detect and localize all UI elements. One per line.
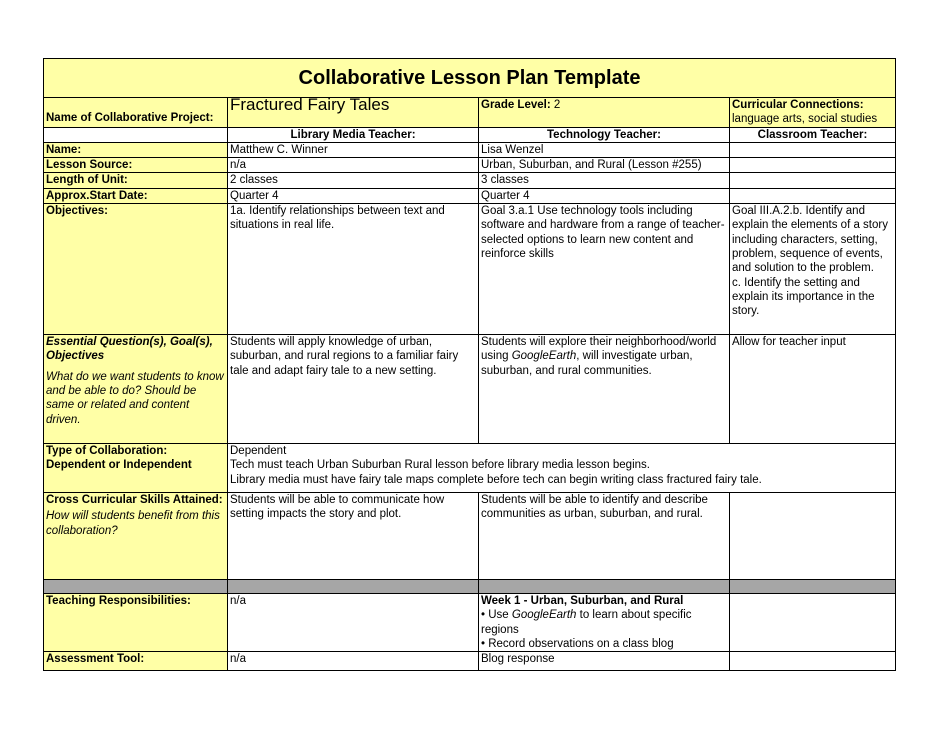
header-library-media-teacher: Library Media Teacher: [228, 127, 479, 142]
objectives-row [44, 204, 896, 335]
lesson-source-label: Lesson Source: [44, 158, 228, 173]
collaboration-note-1: Tech must teach Urban Suburban Rural lesson before library media lesson begins. [230, 459, 650, 472]
header-row [44, 127, 896, 142]
teaching-classroom [730, 594, 896, 652]
project-name-cell [228, 98, 479, 128]
objectives-label: Objectives: [44, 204, 228, 335]
length-technology: 3 classes [479, 173, 730, 188]
teaching-week-heading: Week 1 - Urban, Suburban, and Rural [481, 595, 684, 608]
collaboration-note-2: Library media must have fairy tale maps complete before tech can begin writing class fractured fairy tale. [230, 473, 762, 486]
assessment-library: n/a [228, 652, 479, 671]
objectives-classroom [730, 204, 896, 335]
cross-label-cell [44, 493, 228, 580]
length-library: 2 classes [228, 173, 479, 188]
divider-cell [44, 580, 228, 594]
name-label: Name: [44, 142, 228, 157]
objectives-classroom-goal: Goal III.A.2.b. Identify and explain the elements of a story including characters, setting, problem, sequence of events, and solution to the problem. [732, 205, 888, 275]
divider-cell [479, 580, 730, 594]
teaching-bullet-1-end: to learn about specific regions [481, 609, 692, 636]
teaching-row [44, 594, 896, 652]
lesson-source-row [44, 158, 896, 173]
objectives-classroom-setting: c. Identify the setting and explain its importance in the story. [732, 276, 875, 318]
name-row [44, 142, 896, 157]
start-date-classroom [730, 188, 896, 203]
grade-level-cell [479, 98, 730, 128]
cross-label: Cross Curricular Skills Attained: [46, 494, 223, 507]
lesson-source-technology: Urban, Suburban, and Rural (Lesson #255) [479, 158, 730, 173]
objectives-library: 1a. Identify relationships between text and situations in real life. [228, 204, 479, 335]
essential-sublabel: What do we want students to know and be able to do? Should be same or related and content driven. [46, 370, 224, 426]
project-row [44, 98, 896, 128]
collaboration-sublabel: Dependent or Independent [46, 459, 192, 472]
essential-row [44, 335, 896, 444]
name-library: Matthew C. Winner [228, 142, 479, 157]
cross-library: Students will be able to communicate how setting impacts the story and plot. [228, 493, 479, 580]
length-label: Length of Unit: [44, 173, 228, 188]
name-technology: Lisa Wenzel [479, 142, 730, 157]
lesson-plan-table [43, 58, 896, 671]
cross-curricular-row [44, 493, 896, 580]
essential-technology-text-end: , will investigate urban, suburban, and rural communities. [481, 350, 693, 377]
project-name-value: Fractured Fairy Tales [230, 97, 390, 114]
essential-label-cell [44, 335, 228, 444]
collaboration-type: Dependent [230, 445, 287, 458]
start-date-row [44, 188, 896, 203]
assessment-row [44, 652, 896, 671]
header-technology-teacher: Technology Teacher: [479, 127, 730, 142]
teaching-bullet-2: • Record observations on a class blog [481, 637, 674, 650]
divider-row [44, 580, 896, 594]
grade-level-label: Grade Level: [481, 99, 551, 111]
lesson-source-classroom [730, 158, 896, 173]
curricular-connections-label: Curricular Connections: [732, 99, 864, 111]
lesson-source-library: n/a [228, 158, 479, 173]
header-blank [44, 127, 228, 142]
collaboration-label-cell [44, 444, 228, 493]
name-classroom [730, 142, 896, 157]
length-row [44, 173, 896, 188]
cross-technology: Students will be able to identify and describe communities as urban, suburban, and rural. [479, 493, 730, 580]
collaboration-row [44, 444, 896, 493]
page-title: Collaborative Lesson Plan Template [44, 59, 896, 98]
essential-technology-emphasis: GoogleEarth [511, 350, 577, 363]
cross-sublabel: How will students benefit from this collaboration? [46, 510, 220, 537]
divider-cell [730, 580, 896, 594]
teaching-bullet-1 [481, 608, 727, 637]
teaching-bullet-1-start: • Use [481, 609, 512, 622]
title-row [44, 59, 896, 98]
essential-library: Students will apply knowledge of urban, suburban, and rural regions to a familiar fairy tale and adapt fairy tale to a new setting. [228, 335, 479, 444]
header-classroom-teacher: Classroom Teacher: [730, 127, 896, 142]
objectives-technology: Goal 3.a.1 Use technology tools including software and hardware from a range of teacher-selected options to learn new content and reinforce skills [479, 204, 730, 335]
project-name-label: Name of Collaborative Project: [44, 98, 228, 128]
essential-classroom: Allow for teacher input [730, 335, 896, 444]
essential-label: Essential Question(s), Goal(s), Objectives [46, 336, 213, 363]
start-date-technology: Quarter 4 [479, 188, 730, 203]
start-date-label: Approx.Start Date: [44, 188, 228, 203]
essential-technology [479, 335, 730, 444]
teaching-library: n/a [228, 594, 479, 652]
curricular-connections-cell [730, 98, 896, 128]
teaching-bullet-1-emphasis: GoogleEarth [511, 609, 577, 622]
teaching-label: Teaching Responsibilities: [44, 594, 228, 652]
assessment-technology: Blog response [479, 652, 730, 671]
cross-classroom [730, 493, 896, 580]
assessment-classroom [730, 652, 896, 671]
grade-level-value: 2 [553, 99, 561, 111]
teaching-technology [479, 594, 730, 652]
essential-technology-text: Students will explore their neighborhood/world using [481, 336, 717, 363]
start-date-library: Quarter 4 [228, 188, 479, 203]
curricular-connections-value: language arts, social studies [732, 113, 878, 126]
collaboration-label: Type of Collaboration: [46, 445, 168, 458]
collaboration-details [228, 444, 896, 493]
length-classroom [730, 173, 896, 188]
divider-cell [228, 580, 479, 594]
assessment-label: Assessment Tool: [44, 652, 228, 671]
